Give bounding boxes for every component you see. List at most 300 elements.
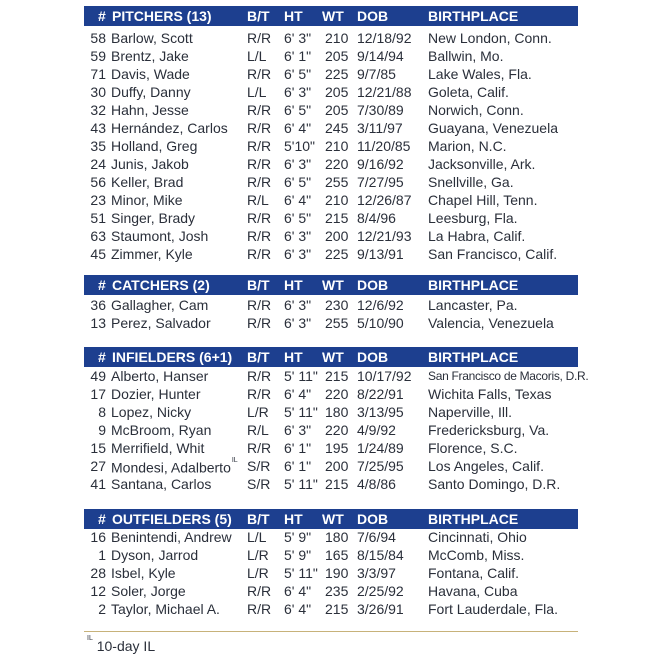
birthplace-text: Florence, S.C. — [428, 440, 518, 456]
player-name — [111, 439, 204, 457]
height-text: 5' 11" — [284, 404, 318, 420]
bats-throws — [247, 403, 269, 421]
injured-list-mark: IL — [231, 457, 238, 464]
bats-throws — [247, 314, 271, 332]
birthplace-text: McComb, Miss. — [428, 547, 525, 563]
bats-throws — [247, 296, 271, 314]
weight — [325, 457, 348, 475]
player-name — [111, 403, 191, 421]
bats-throws — [247, 47, 266, 65]
weight-text: 200 — [325, 228, 349, 244]
bats-throws — [247, 439, 271, 457]
height-text: 5' 11" — [284, 476, 318, 492]
player-name-text: Keller, Brad — [111, 174, 184, 190]
player-name — [111, 65, 190, 83]
birthplace-text: Fredericksburg, Va. — [428, 422, 550, 438]
height-text: 6' 4" — [284, 583, 312, 599]
player-number — [90, 47, 106, 65]
weight-text: 245 — [325, 120, 349, 136]
birthplace-text: Havana, Cuba — [428, 583, 518, 599]
date-of-birth — [357, 564, 396, 582]
player-number — [90, 296, 106, 314]
footnote-text: 10-day IL — [92, 638, 156, 654]
birthplace-text: Fort Lauderdale, Fla. — [428, 601, 558, 617]
weight — [325, 421, 348, 439]
player-number — [90, 65, 106, 83]
bats-throws-text: R/R — [247, 210, 272, 226]
weight — [325, 600, 348, 618]
weight — [325, 83, 348, 101]
player-number — [90, 191, 106, 209]
date-of-birth-text: 8/4/96 — [357, 210, 396, 226]
player-name — [111, 564, 176, 582]
date-of-birth — [357, 227, 412, 245]
bats-throws-text: L/R — [247, 547, 269, 563]
weight-text: 210 — [325, 30, 349, 46]
weight-text: 255 — [325, 174, 349, 190]
table-row — [84, 564, 578, 582]
date-of-birth — [357, 546, 404, 564]
date-of-birth-text: 11/20/85 — [357, 138, 411, 154]
player-number — [90, 367, 106, 385]
catchers-rows — [84, 296, 578, 332]
date-of-birth-text: 9/13/91 — [357, 246, 404, 262]
date-of-birth-text: 10/17/92 — [357, 368, 412, 384]
weight — [325, 564, 348, 582]
col-dob-header: DOB — [357, 277, 389, 293]
birthplace — [428, 65, 532, 83]
date-of-birth-text: 4/9/92 — [357, 422, 396, 438]
catchers-title: CATCHERS (2) — [112, 277, 210, 293]
date-of-birth — [357, 582, 404, 600]
bats-throws-text: R/R — [247, 297, 272, 313]
height-text: 6' 5" — [284, 102, 312, 118]
outfielders-header — [84, 509, 578, 529]
date-of-birth-text: 3/13/95 — [357, 404, 404, 420]
birthplace — [428, 83, 509, 101]
player-number — [90, 314, 106, 332]
col-wt-header: WT — [322, 511, 344, 527]
bats-throws — [247, 582, 271, 600]
catchers-header — [84, 275, 578, 295]
date-of-birth — [357, 101, 404, 119]
height — [284, 475, 318, 493]
table-row — [84, 173, 578, 191]
bats-throws-text: R/L — [247, 422, 269, 438]
player-number — [98, 546, 106, 564]
date-of-birth — [357, 155, 404, 173]
date-of-birth-text: 9/7/85 — [357, 66, 396, 82]
col-dob-header: DOB — [357, 8, 389, 24]
height — [284, 403, 318, 421]
date-of-birth-text: 5/10/90 — [357, 315, 404, 331]
bats-throws — [247, 155, 271, 173]
bats-throws — [247, 83, 266, 101]
date-of-birth-text: 9/14/94 — [357, 48, 404, 64]
weight — [325, 245, 348, 263]
bats-throws-text: L/R — [247, 565, 269, 581]
date-of-birth-text: 3/3/97 — [357, 565, 396, 581]
bats-throws-text: L/L — [247, 48, 267, 64]
date-of-birth-text: 4/8/86 — [357, 476, 396, 492]
height — [284, 385, 311, 403]
bats-throws — [247, 600, 271, 618]
player-number — [98, 421, 106, 439]
player-name — [111, 101, 189, 119]
player-number-text: 2 — [98, 601, 106, 617]
table-row — [84, 421, 578, 439]
birthplace-text: Leesburg, Fla. — [428, 210, 518, 226]
player-name-text: Alberto, Hanser — [111, 368, 209, 384]
weight — [325, 209, 348, 227]
player-number-text: 1 — [98, 547, 106, 563]
birthplace — [428, 439, 517, 457]
player-name — [111, 29, 193, 47]
bats-throws-text: L/L — [247, 529, 267, 545]
player-number-text: 41 — [90, 476, 106, 492]
date-of-birth-text: 12/26/87 — [357, 192, 412, 208]
date-of-birth — [357, 403, 404, 421]
date-of-birth — [357, 173, 404, 191]
player-name-text: Benintendi, Andrew — [111, 529, 232, 545]
bats-throws-text: L/L — [247, 84, 267, 100]
weight-text: 215 — [325, 601, 349, 617]
player-name-text: Holland, Greg — [111, 138, 198, 154]
player-number — [90, 439, 106, 457]
weight-text: 190 — [325, 565, 349, 581]
date-of-birth — [357, 439, 404, 457]
player-name-text: Zimmer, Kyle — [111, 246, 193, 262]
weight-text: 180 — [325, 404, 349, 420]
player-name — [111, 546, 198, 564]
player-name — [111, 209, 195, 227]
weight-text: 220 — [325, 422, 349, 438]
table-row — [84, 403, 578, 421]
date-of-birth — [357, 47, 404, 65]
table-row — [84, 101, 578, 119]
infielders-title: INFIELDERS (6+1) — [112, 349, 233, 365]
birthplace — [428, 528, 527, 546]
col-wt-header: WT — [322, 8, 344, 24]
player-name — [111, 155, 189, 173]
player-name-text: Brentz, Jake — [111, 48, 189, 64]
height-text: 6' 4" — [284, 192, 312, 208]
table-row — [84, 155, 578, 173]
table-row — [84, 65, 578, 83]
player-number — [90, 245, 106, 263]
outfielders-title: OUTFIELDERS (5) — [112, 511, 232, 527]
player-number — [90, 209, 106, 227]
player-name-text: Minor, Mike — [111, 192, 183, 208]
birthplace — [428, 421, 549, 439]
date-of-birth — [357, 600, 404, 618]
height — [284, 155, 311, 173]
bats-throws — [247, 457, 270, 475]
height-text: 6' 3" — [284, 246, 312, 262]
player-name-text: Merrifield, Whit — [111, 440, 205, 456]
table-row — [84, 83, 578, 101]
col-ht-header: HT — [284, 349, 303, 365]
footnote-mark: IL — [87, 635, 93, 643]
date-of-birth — [357, 385, 404, 403]
height — [284, 439, 311, 457]
weight — [325, 155, 348, 173]
height — [284, 314, 311, 332]
player-number-text: 24 — [90, 156, 106, 172]
col-num-header: # — [98, 277, 106, 293]
date-of-birth-text: 7/27/95 — [357, 174, 404, 190]
weight — [325, 101, 348, 119]
bats-throws-text: S/R — [247, 476, 271, 492]
birthplace — [428, 546, 524, 564]
height-text: 6' 5" — [284, 66, 312, 82]
birthplace — [428, 29, 552, 47]
player-number-text: 13 — [90, 315, 106, 331]
birthplace — [428, 582, 518, 600]
date-of-birth-text: 12/6/92 — [357, 297, 404, 313]
birthplace — [428, 314, 554, 332]
bats-throws-text: R/R — [247, 601, 272, 617]
height-text: 6' 1" — [284, 440, 312, 456]
birthplace-text: Goleta, Calif. — [428, 84, 509, 100]
date-of-birth — [357, 83, 412, 101]
player-number-text: 28 — [90, 565, 106, 581]
player-number — [90, 83, 106, 101]
birthplace-text: Ballwin, Mo. — [428, 48, 504, 64]
player-number-text: 8 — [98, 404, 106, 420]
date-of-birth-text: 7/30/89 — [357, 102, 404, 118]
birthplace-text: Norwich, Conn. — [428, 102, 524, 118]
birthplace — [428, 457, 544, 475]
player-number-text: 58 — [90, 30, 106, 46]
player-number-text: 9 — [98, 422, 106, 438]
bats-throws — [247, 191, 269, 209]
date-of-birth-text: 2/25/92 — [357, 583, 404, 599]
height — [284, 457, 311, 475]
birthplace-text: Lancaster, Pa. — [428, 297, 518, 313]
weight — [325, 227, 348, 245]
player-name-text: Staumont, Josh — [111, 228, 209, 244]
col-wt-header: WT — [322, 349, 344, 365]
player-name — [111, 245, 193, 263]
weight — [325, 119, 348, 137]
player-name-text: Barlow, Scott — [111, 30, 193, 46]
bats-throws — [247, 173, 271, 191]
table-row — [84, 245, 578, 263]
height — [284, 47, 311, 65]
table-row — [84, 475, 578, 493]
bats-throws-text: R/R — [247, 30, 272, 46]
col-bt-header: B/T — [247, 349, 270, 365]
player-number — [98, 403, 106, 421]
birthplace-text: Naperville, Ill. — [428, 404, 513, 420]
weight — [325, 173, 348, 191]
weight-text: 225 — [325, 66, 349, 82]
date-of-birth — [357, 296, 404, 314]
player-name — [111, 457, 238, 477]
player-name-text: Gallagher, Cam — [111, 297, 209, 313]
weight — [325, 439, 348, 457]
height — [284, 296, 311, 314]
height-text: 6' 5" — [284, 210, 312, 226]
date-of-birth — [357, 245, 404, 263]
bats-throws — [247, 385, 271, 403]
height — [284, 421, 311, 439]
player-name — [111, 385, 200, 403]
date-of-birth — [357, 457, 404, 475]
col-num-header: # — [98, 8, 106, 24]
birthplace — [428, 296, 518, 314]
player-number — [98, 600, 106, 618]
birthplace-text: Cincinnati, Ohio — [428, 529, 527, 545]
weight — [325, 385, 348, 403]
player-number-text: 71 — [90, 66, 106, 82]
height — [284, 29, 311, 47]
player-number — [90, 564, 106, 582]
bats-throws — [247, 101, 271, 119]
birthplace-text: Santo Domingo, D.R. — [428, 476, 561, 492]
player-number — [90, 457, 106, 475]
weight — [325, 137, 348, 155]
weight — [325, 296, 348, 314]
player-number-text: 36 — [90, 297, 106, 313]
birthplace — [428, 475, 560, 493]
bats-throws-text: S/R — [247, 458, 271, 474]
bats-throws — [247, 209, 271, 227]
weight-text: 255 — [325, 315, 349, 331]
date-of-birth-text: 8/15/84 — [357, 547, 404, 563]
birthplace-text: San Francisco, Calif. — [428, 246, 558, 262]
height — [284, 245, 311, 263]
player-number — [90, 29, 106, 47]
date-of-birth — [357, 65, 396, 83]
table-row — [84, 457, 578, 475]
date-of-birth-text: 12/21/88 — [357, 84, 412, 100]
pitchers-title: PITCHERS (13) — [112, 8, 212, 24]
birthplace — [428, 367, 588, 385]
col-dob-header: DOB — [357, 349, 389, 365]
bats-throws-text: R/R — [247, 138, 272, 154]
bats-throws — [247, 528, 266, 546]
col-wt-header: WT — [322, 277, 344, 293]
date-of-birth-text: 12/18/92 — [357, 30, 412, 46]
bats-throws — [247, 421, 269, 439]
player-name — [111, 137, 197, 155]
date-of-birth-text: 7/6/94 — [357, 529, 396, 545]
height-text: 5' 11" — [284, 565, 318, 581]
height-text: 5' 9" — [284, 529, 312, 545]
bats-throws-text: R/R — [247, 228, 272, 244]
table-row — [84, 29, 578, 47]
player-name-text: Duffy, Danny — [111, 84, 191, 100]
birthplace-text: Valencia, Venezuela — [428, 315, 554, 331]
player-number — [90, 137, 106, 155]
date-of-birth — [357, 209, 396, 227]
player-name-text: Isbel, Kyle — [111, 565, 176, 581]
height — [284, 367, 318, 385]
bats-throws-text: R/R — [247, 120, 272, 136]
height-text: 6' 3" — [284, 156, 312, 172]
table-row — [84, 439, 578, 457]
height — [284, 209, 311, 227]
player-name-text: Junis, Jakob — [111, 156, 189, 172]
birthplace — [428, 155, 535, 173]
outfielders-rows — [84, 528, 578, 618]
date-of-birth-text: 1/24/89 — [357, 440, 404, 456]
col-num-header: # — [98, 511, 106, 527]
bats-throws-text: R/L — [247, 192, 269, 208]
weight-text: 215 — [325, 210, 349, 226]
date-of-birth — [357, 137, 410, 155]
player-number-text: 12 — [90, 583, 106, 599]
weight — [325, 314, 348, 332]
player-number-text: 51 — [90, 210, 106, 226]
weight-text: 180 — [325, 529, 349, 545]
table-row — [84, 528, 578, 546]
player-number — [90, 119, 106, 137]
height — [284, 83, 311, 101]
col-bt-header: B/T — [247, 511, 270, 527]
birthplace — [428, 137, 507, 155]
table-row — [84, 546, 578, 564]
player-number-text: 15 — [90, 440, 106, 456]
player-number-text: 45 — [90, 246, 106, 262]
weight — [325, 403, 348, 421]
player-name — [111, 47, 189, 65]
bats-throws — [247, 564, 269, 582]
birthplace — [428, 101, 524, 119]
weight-text: 200 — [325, 458, 349, 474]
bats-throws — [247, 137, 271, 155]
birthplace — [428, 227, 525, 245]
bats-throws-text: R/R — [247, 386, 272, 402]
weight-text: 235 — [325, 583, 349, 599]
player-name-text: Dyson, Jarrod — [111, 547, 199, 563]
bats-throws — [247, 546, 269, 564]
col-dob-header: DOB — [357, 511, 389, 527]
weight-text: 220 — [325, 156, 349, 172]
height-text: 6' 3" — [284, 84, 312, 100]
bats-throws — [247, 245, 271, 263]
height-text: 5' 11" — [284, 368, 318, 384]
player-number — [90, 227, 106, 245]
table-row — [84, 314, 578, 332]
table-row — [84, 47, 578, 65]
height — [284, 137, 315, 155]
weight-text: 230 — [325, 297, 349, 313]
weight — [325, 546, 348, 564]
weight-text: 210 — [325, 192, 349, 208]
player-name-text: Dozier, Hunter — [111, 386, 201, 402]
height-text: 6' 4" — [284, 601, 312, 617]
birthplace-text: Los Angeles, Calif. — [428, 458, 544, 474]
birthplace — [428, 245, 557, 263]
player-name — [111, 227, 208, 245]
table-row — [84, 227, 578, 245]
player-number — [90, 155, 106, 173]
bats-throws — [247, 227, 271, 245]
weight — [325, 65, 348, 83]
weight-text: 210 — [325, 138, 349, 154]
footnote — [87, 635, 156, 654]
player-name-text: Davis, Wade — [111, 66, 190, 82]
bats-throws-text: R/R — [247, 315, 272, 331]
bats-throws-text: R/R — [247, 440, 272, 456]
weight-text: 165 — [325, 547, 349, 563]
height-text: 5' 9" — [284, 547, 312, 563]
player-number-text: 27 — [90, 458, 106, 474]
player-name-text: McBroom, Ryan — [111, 422, 212, 438]
